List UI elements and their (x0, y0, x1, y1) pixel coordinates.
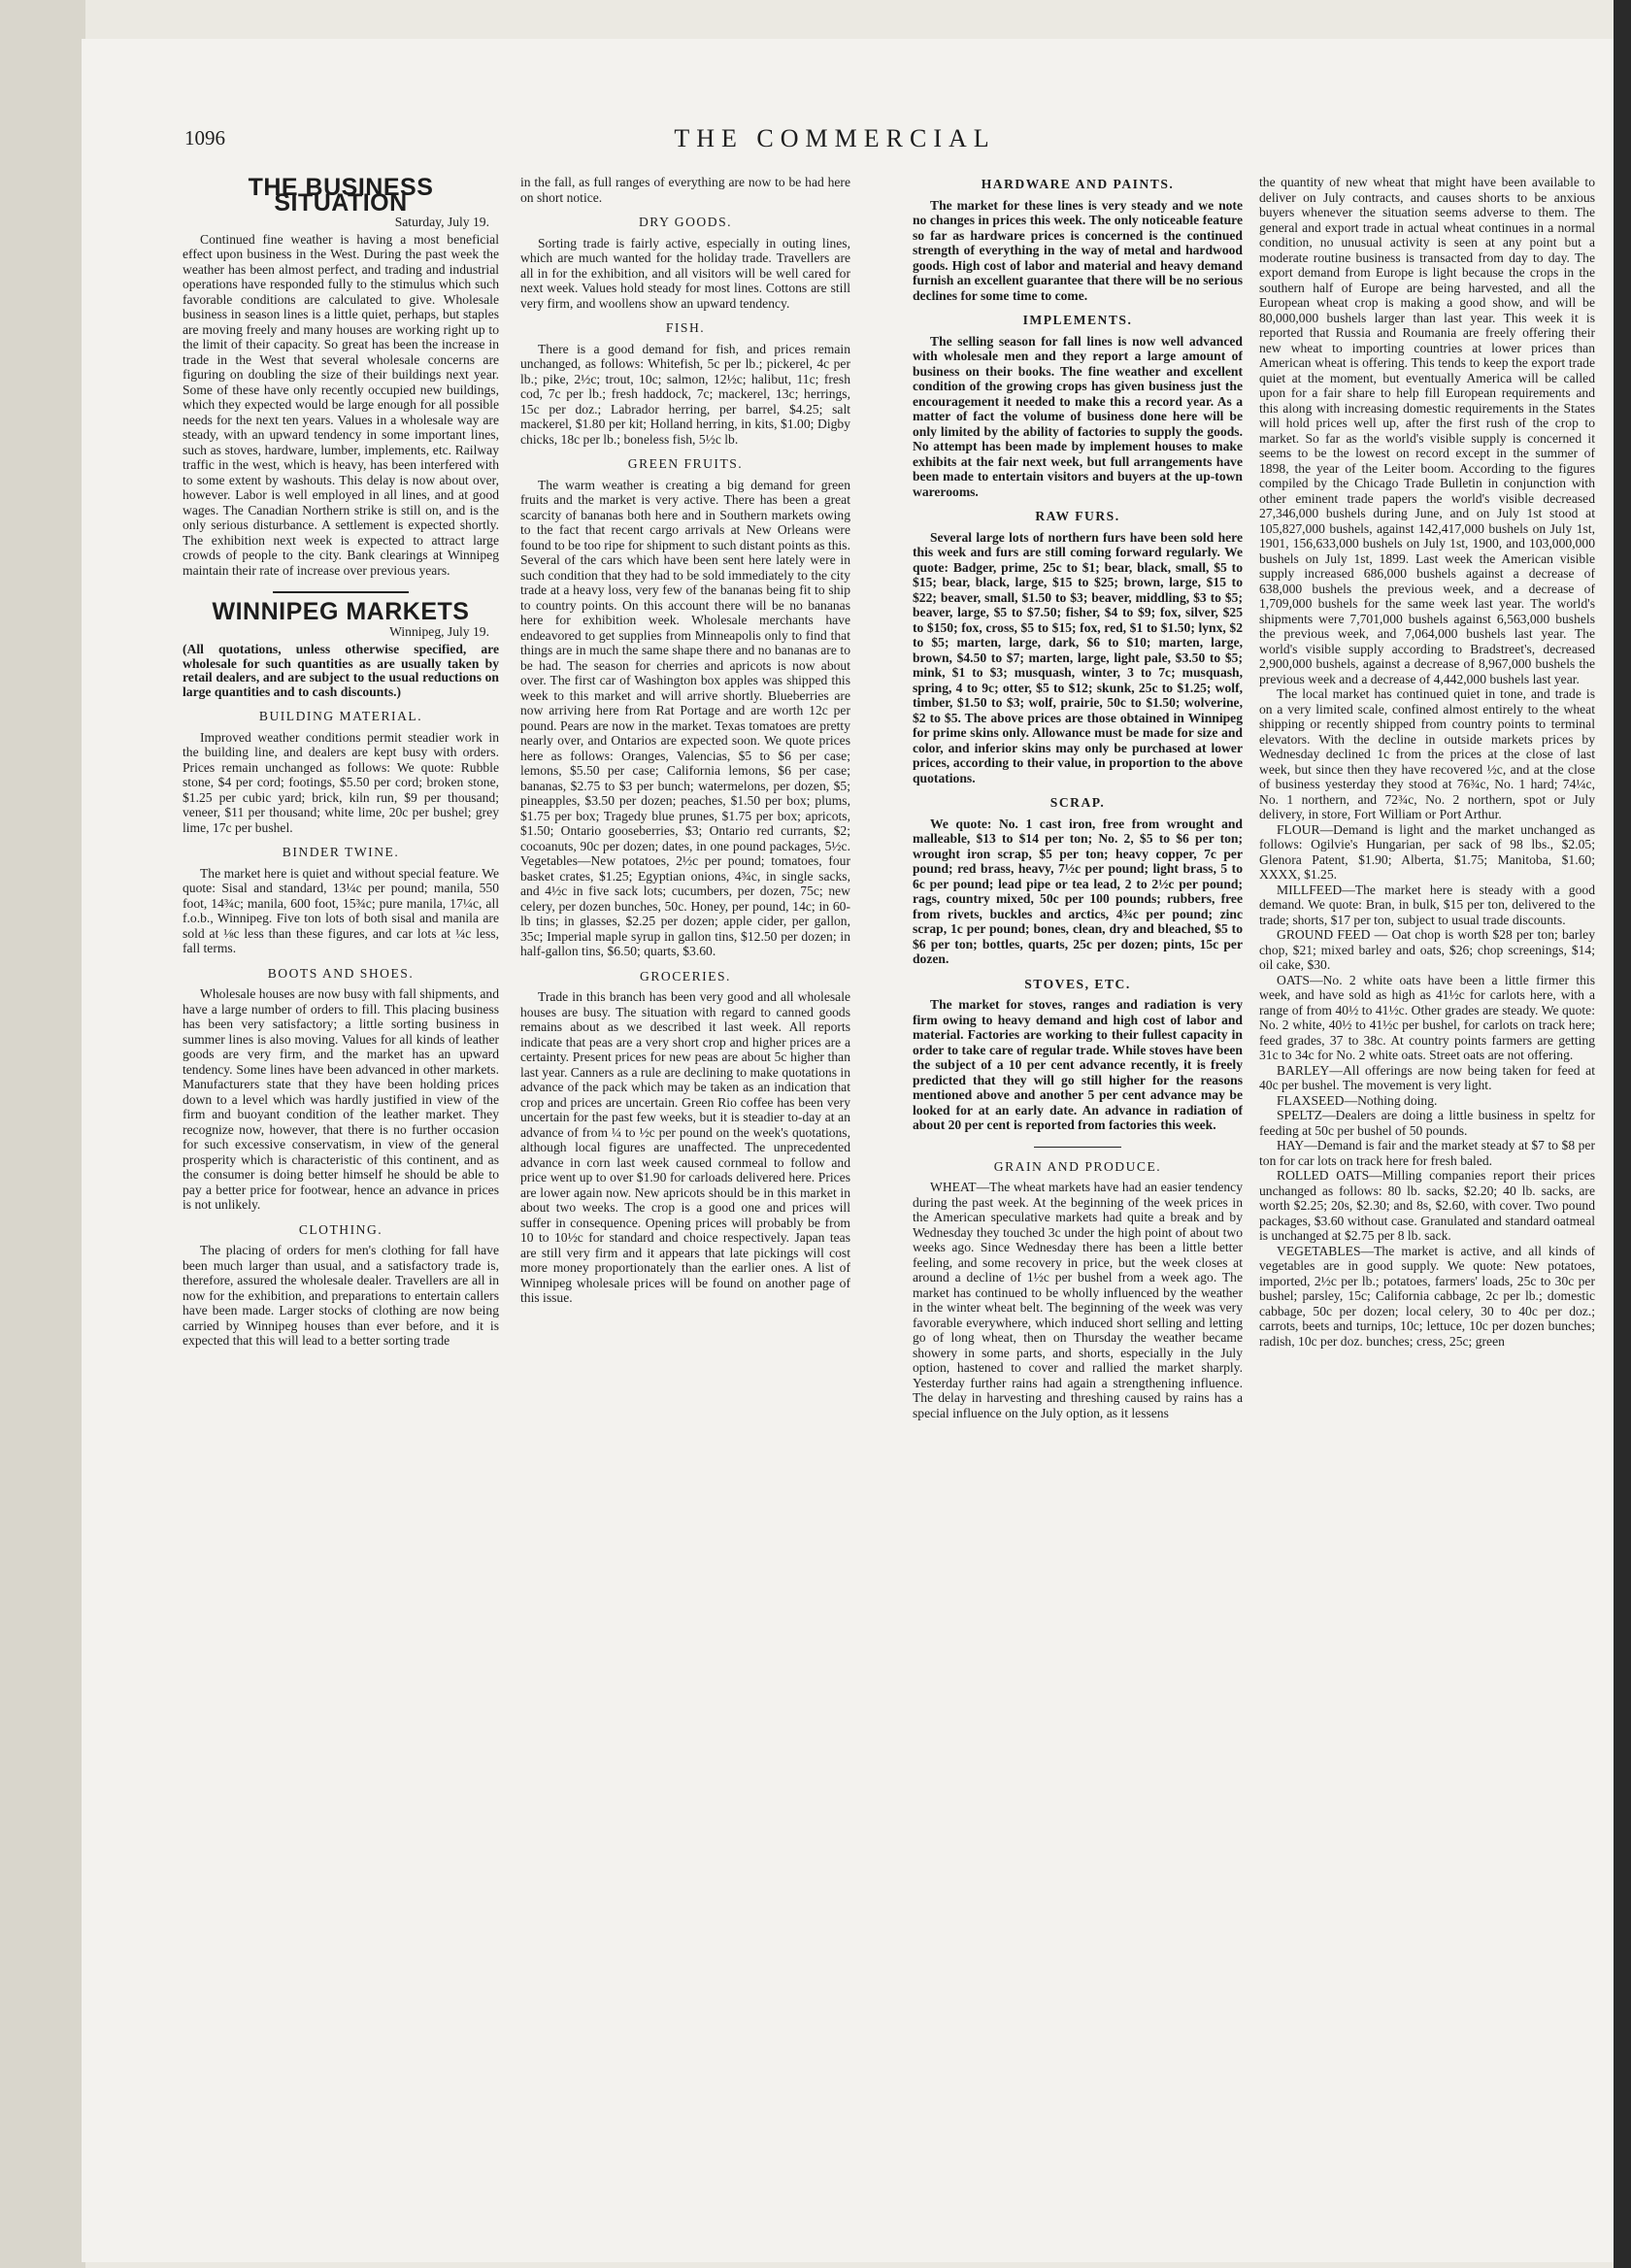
section-heading: RAW FURS. (1035, 509, 1120, 523)
column-3 (913, 175, 1243, 2262)
wheat-report: WHEAT—The wheat markets have had an easier tendency during the past week. At the beginning of the week prices in the American speculative markets had quite a break and by Wednesday they touched 3c under the high point of about two weeks ago. Since Wednesday there has been a little better feeling, and some recovery in price, but the week closes at around a decline of 1½c per bushel from a week ago. The market has continued to be wholly influenced by the weather in the winter wheat belt. The beginning of the week was very favorable everywhere, which induced short selling and letting go of long wheat, then on Thursday the weather became showery in some parts, and shorts, especially in the July option, hastened to cover and rallied the market sharply. Yesterday further rains had again a strengthening influence. The delay in harvesting and threshing caused by rains has a special influence on the July option, as it lessens (913, 1180, 1243, 1420)
page-left-margin (0, 0, 85, 2268)
business-situation-title: THE BUSINESS SITUATION (248, 175, 434, 217)
market-item: VEGETABLES—The market is active, and all kinds of vegetables are in good supply. We quote: New potatoes, imported, 2½c per lb.; potatoes, farmers' loads, 25c to 30c per bushel; parsley, 15c; California cabbage, 2c per lb.; domestic cabbage, 50c per dozen; local celery, 30 to 40c per doz.; carrots, beets and turnips, 10c; lettuce, 10c per dozen bunches; radish, 10c per doz. bunches; cress, 25c; green (1259, 1243, 1595, 1349)
section-body: We quote: No. 1 cast iron, free from wrought and malleable, $13 to $14 per ton; No. 2, $5 to $6 per ton; wrought iron scrap, $5 per ton; heavy copper, 7c per pound; red brass, heavy, 7½c per pound; light brass, 5 to 6c per pound; lead pipe or tea lead, 2 to 2½c per pound; rags, country mixed, 50c per 100 pounds; rubbers, free from rivets, buckles and arctics, 4¾c per pound; zinc scrap, 1c per pound; bones, clean, dry and bleached, $5 to $6 per ton; bottles, quarts, 25c per dozen; pints, 15c per dozen. (913, 816, 1243, 966)
section-body: Several large lots of northern furs have been sold here this week and furs are still coming forward regularly. We quote: Badger, prime, 25c to $1; bear, black, small, $5 to $15; bear, black, large, $15 to $25; brown, large, $15 to $22; beaver, small, $1.50 to $3; beaver, middling, $3 to $5; beaver, large, $5 to $7.50; fisher, $4 to $9; fox, silver, $25 to $150; fox, cross, $5 to $15; fox, red, $1 to $1.50; lynx, $2 to $5; marten, large, dark, $6 to $10; marten, large, brown, $4.50 to $7; marten, large, light pale, $3.50 to $5; mink, $1 to $3; musquash, winter, 3 to 7c; musquash, spring, 4 to 9c; otter, $5 to $12; skunk, 25c to $1.25; wolf, timber, $1.50 to $3; wolf, prairie, 50c to $1.50; wolverine, $2 to $5. The above prices are those obtained in Winnipeg for prime skins only. Allowance must be made for size and color, and inferior skins may only be purchased at lower prices, according to their value, in proportion to the above quotations. (913, 529, 1243, 785)
column-4 (1259, 175, 1595, 2262)
section-body: The market for stoves, ranges and radiation is very firm owing to heavy demand and high cost of labor and material. Factories are working to their fullest capacity in order to take care of regular trade. While stoves have been the subject of a 10 per cent advance recently, it is freely predicted that they will go still higher for the reasons mentioned above and another 5 per cent advance may be looked for at an early date. An advance in radiation of about 20 per cent is reported from factories this week. (913, 997, 1243, 1132)
grain-heading: GRAIN AND PRODUCE. (993, 1158, 1162, 1174)
section-heading: SCRAP. (1049, 795, 1106, 810)
section-body: Sorting trade is fairly active, especially in outing lines, which are much wanted for the holiday trade. Travellers are all in for the exhibition, and all visitors will be well cared for next week. Values hold steady for most lines. Cottons are still very firm, and woollens show an upward tendency. (520, 235, 850, 311)
continued-text: in the fall, as full ranges of everything are now to be had here on short notice. (520, 175, 850, 205)
market-item: MILLFEED—The market here is steady with a good demand. We quote: Bran, in bulk, $15 per ton, delivered to the trade; shorts, $17 per ton, subject to usual trade discounts. (1259, 882, 1595, 927)
section-body: There is a good demand for fish, and prices remain unchanged, as follows: Whitefish, 5c per lb.; pickerel, 4c per lb.; pike, 2½c; trout, 10c; salmon, 12½c; halibut, 11c; fresh cod, 7c per lb.; fresh haddock, 7c; mackerel, 13c; herrings, 15c per doz.; Labrador herring, per barrel, $4.25; salt mackerel, $1.80 per kit; Holland herring, in kits, $1.00; Digby chicks, 18c per lb.; boneless fish, 5½c lb. (520, 341, 850, 447)
section-heading: BOOTS AND SHOES. (267, 965, 415, 981)
publication-title: THE COMMERCIAL (674, 124, 996, 152)
section-body: Improved weather conditions permit steadier work in the building line, and dealers are kept busy with orders. Prices remain unchanged as follows: We quote: Rubble stone, $4 per cord; footings, $5.50 per cord; broken stone, $1.25 per cubic yard; brick, kiln run, $9 per thousand; veneer, $11 per thousand; white lime, 20c per bushel; grey lime, 17c per bushel. (183, 729, 499, 835)
local-market: The local market has continued quiet in tone, and trade is on a very limited scale, confined almost entirely to the wheat shipping or recently shipped from country points to terminal elevators. With the decline in outside markets prices by Wednesday declined 1c from the prices at the close of last week, but since then they have recovered ½c, and at the close of business yesterday they stood at 76¾c, No. 1 hard; 74¼c, No. 1 northern, and 72¾c, No. 2 northern, spot or July delivery, in store, Fort William or Port Arthur. (1259, 686, 1595, 821)
wheat-report-continued: the quantity of new wheat that might have been available to deliver on July contracts, and causes shorts to be anxious buyers whenever the situation seems adverse to them. The general and export trade in actual wheat continues in a normal condition, no unusual activity is seen at any point but a moderate routine business is transacted from day to day. The export demand from Europe is light because the crops in the southern half of Europe are being harvested, and all the European wheat crop is making a good show, and will be 80,000,000 bushels larger than last year. This week it is reported that Russia and Roumania are freely offering their new wheat to importing countries at lower prices than American wheat is offering. This tends to keep the export trade quiet at the moment, but eventually America will be called upon for a fair share to help fill European requirements and this along with increasing domestic requirements in the States will hold prices well up, after the first rush of the crop to market. So far as the world's visible supply is concerned it seems to be the lowest on record except in the summer of 1898, the year of the Leiter boom. According to the figures compiled by the Chicago Trade Bulletin in conjunction with other eminent trade papers the world's visible decreased 27,346,000 bushels during June, and on July 1st stood at 105,827,000 bushels, against 142,417,000 bushels on July 1st, 1901, 156,633,000 bushels on July 1st, 1900, and 103,000,000 bushels on July 1st, 1899. Last week the American visible supply increased 686,000 bushels against a decrease of 638,000 bushels the previous week, and a decrease of 1,709,000 bushels for the same week last year. The world's shipments were 7,701,000 bushels against 6,563,000 bushels the previous week, and 7,064,000 bushels last year. The world's visible supply according to Bradstreet's, decreased 2,900,000 bushels, against a decrease of 8,967,000 bushels the previous week and a decrease of 4,442,000 bushels last year. (1259, 175, 1595, 686)
section-heading: IMPLEMENTS. (1022, 313, 1133, 327)
business-situation-dateline: Saturday, July 19. (394, 215, 489, 229)
section-heading: BUILDING MATERIAL. (258, 709, 423, 723)
business-situation-body: Continued fine weather is having a most beneficial effect upon business in the West. During the past week the weather has been almost perfect, and trading and industrial operations have responded fully to the stimulus which such favorable conditions are calculated to give. Wholesale business in season lines is a little quiet, perhaps, but staples are moving freely and many houses are working right up to the limit of their capacity. So great has been the increase in trade in the West that several wholesale concerns are figuring on doubling the size of their buildings next year. Some of these have only recently occupied new buildings, which they expected would be large enough for all possible needs for the next ten years. Values in a wholesale way are steady, with an upward tendency in some important lines, such as stoves, hardware, lumber, implements, etc. Railway traffic in the west, which is heavy, has been interfered with to some extent by washouts. This delay is now about over, however. Labor is well employed in all lines, and at good wages. The Canadian Northern strike is still on, and is the only serious disturbance. A settlement is expected shortly. The exhibition next week is expected to attract large crowds of people to the city. Bank clearings at Winnipeg maintain their rate of increase over previous years. (183, 231, 499, 578)
section-divider (273, 591, 409, 593)
section-body: The placing of orders for men's clothing for fall have been much larger than usual, and a satisfactory trade is, therefore, assured the wholesale dealer. Travellers are all in now for the exhibition, and preparations to entertain callers have been made. Larger stocks of clothing are now being carried by Winnipeg houses than ever before, and it is expected that this will lead to a better sorting trade (183, 1243, 499, 1348)
quotations-note: (All quotations, unless otherwise specified, are wholesale for such quantities as are usually taken by retail dealers, and are subject to the usual reductions on large quantities and to cash discounts.) (183, 642, 499, 699)
column-1 (183, 175, 499, 2262)
page-number: 1096 (184, 126, 225, 150)
section-heading: DRY GOODS. (638, 215, 733, 229)
section-body: Trade in this branch has been very good and all wholesale houses are busy. The situation with regard to canned goods remains about as we described it last week. All reports indicate that peas are a very short crop and higher prices are a certainty. Present prices for new peas are about 5c higher than last year. Canners as a rule are declining to make quotations in advance of the pack which may be taken as an indication that crop and prices are uncertain. Green Rio coffee has been very uncertain for the past few weeks, but it is steadier to-day at an advance of from ¼ to ½c per pound on the week's quotations, although local figures are unaffected. The unprecedented advance in corn last week caused cornmeal to follow and price went up to over $1.90 for carloads delivered here. Prices are lower again now. New apricots should be in this market in about two weeks. The crop is a good one and prices will suffer in consequence. Opening prices will probably be from 10 to 10½c for standard and choice respectively. Japan teas are still very firm and it appears that late pickings will cost more money proportionately than the earlier ones. A list of Winnipeg wholesale prices will be found on another page of this issue. (520, 989, 850, 1305)
section-heading: GREEN FRUITS. (627, 456, 744, 471)
market-item: BARLEY—All offerings are now being taken for feed at 40c per bushel. The movement is very light. (1259, 1062, 1595, 1092)
section-body: The market for these lines is very steady and we note no changes in prices this week. The only noticeable feature so far as hardware prices is concerned is the continued strength of everything in the way of metal and hardwood goods. High cost of labor and material and heavy demand furnish an excellent guarantee that there will be no serious declines for some time to come. (913, 197, 1243, 303)
market-item: SPELTZ—Dealers are doing a little business in speltz for feeding at 50c per bushel of 50 pounds. (1259, 1108, 1595, 1138)
section-body: Wholesale houses are now busy with fall shipments, and have a large number of orders to fill. This placing business has been very satisfactory; a little sorting business in summer lines is also moving. Values for all kinds of leather goods are very firm, and the market has an upward tendency. Some lines have been advanced in other markets. Manufacturers state that they have been holding prices down to a level which was hardly justified in view of the firm and buoyant condition of the leather market. They recognize now, however, that there is no further occasion for such excessive conservatism, in view of the general prosperity which is characteristic of this continent, and as the consumer is doing better himself he should be able to pay a better price for footwear, hence an advance in prices is not unlikely. (183, 986, 499, 1212)
section-heading: HARDWARE AND PAINTS. (981, 177, 1175, 191)
page-right-edge (1614, 0, 1631, 2268)
section-divider (1034, 1147, 1121, 1148)
section-heading: CLOTHING. (298, 1221, 383, 1237)
market-item: FLAXSEED—Nothing doing. (1277, 1092, 1438, 1108)
winnipeg-markets-title: WINNIPEG MARKETS (212, 598, 470, 625)
market-item: GROUND FEED — Oat chop is worth $28 per ton; barley chop, $21; mixed barley and oats, $26; chop screenings, $14; oil cake, $30. (1259, 927, 1595, 972)
section-heading: FISH. (665, 320, 706, 335)
column-2 (520, 175, 850, 2262)
winnipeg-markets-dateline: Winnipeg, July 19. (389, 623, 489, 639)
section-heading: GROCERIES. (640, 968, 731, 984)
section-heading: BINDER TWINE. (282, 845, 400, 859)
section-body: The warm weather is creating a big demand for green fruits and the market is very active. There has been a great scarcity of bananas both here and in Southern markets owing to the fact that recent cargo arrivals at New Orleans were found to be too ripe for shipment to such distant points as this. Several of the cars which have been sent here lately were in such condition that they had to be sold immediately to the city trade at a heavy loss, very few of the bananas being fit to ship to country points. On this account there will be no bananas here for exhibition week. Wholesale merchants have endeavored to get supplies from Minneapolis only to find that things are in much the same shape there and no bananas are to be had. The season for cherries and apricots is now about over. The first car of Washington box apples was shipped this week to this market and will arrive shortly. Blueberries are now arriving here from Rat Portage and are worth 12c per pound. Pears are now in the market. Texas tomatoes are pretty nearly over, and Ontarios are expected soon. We quote prices here as follows: Oranges, Valencias, $5 to $6 per case; lemons, $5.50 per case; California lemons, $6 per case; bananas, $2.75 to $3 per bunch; watermelons, per dozen, $5; pineapples, $3.50 per dozen; peaches, $1.50 per box; plums, $1.75 per box; Tragedy blue prunes, $1.75 per box; apricots, $1.50; Ontario gooseberries, $3; Ontario red currants, $2; cocoanuts, 90c per dozen; dates, in one pound packages, 5½c. Vegetables—New potatoes, 2½c per pound; tomatoes, four basket crates, $1.25; Egyptian onions, 4¾c, in single sacks, and 4½c in five sack lots; cucumbers, per dozen, 75c; new celery, per dozen bunches, 50c. Honey, per pound, 14c; in 60-lb tins; in glasses, $2.25 per dozen; apple cider, per gallon, 35c; Imperial maple syrup in gallon tins, $12.50 per dozen; in half-gallon tins, $6.50; quarts, $3.60. (520, 477, 850, 958)
market-item: ROLLED OATS—Milling companies report their prices unchanged as follows: 80 lb. sacks, $2.20; 40 lb. sacks, are worth $2.25; 20s, $2.30; and 8s, $2.60, with cover. Two pound packages, $3.60 without case. Granulated and standard oatmeal is unchanged at $2.75 per 8 lb. sack. (1259, 1168, 1595, 1243)
section-body: The market here is quiet and without special feature. We quote: Sisal and standard, 13¼c per pound; manila, 550 foot, 14¾c; manila, 600 foot, 15¾c; pure manila, 17¼c, all f.o.b., Winnipeg. Five ton lots of both sisal and manila are sold at ⅛c less than these figures, and car lots at ¼c less, fall terms. (183, 865, 499, 955)
section-heading: STOVES, ETC. (1024, 976, 1131, 991)
section-body: The selling season for fall lines is now well advanced with wholesale men and they report a large amount of business on their books. The fine weather and excellent condition of the growing crops has given business just the encouragement it needed to make this a record year. As a matter of fact the volume of business done here will be only limited by the ability of factories to supply the goods. No attempt has been made by implement houses to make exhibits at the fair next week, but full arrangements have been made to entertain visitors and buyers at the up-town warerooms. (913, 333, 1243, 499)
market-item: OATS—No. 2 white oats have been a little firmer this week, and have sold as high as 41½c for carlots here, with a range of from 40½ to 41½c. Other grades are steady. We quote: No. 2 white, 40½ to 41½c per bushel, for carlots on track here; feed grades, 37 to 38c. At country points farmers are getting 31c to 34c for No. 2 white oats. Street oats are not offering. (1259, 972, 1595, 1062)
market-item: FLOUR—Demand is light and the market unchanged as follows: Ogilvie's Hungarian, per sack of 98 lbs., $2.05; Glenora Patent, $1.90; Alberta, $1.75; Manitoba, $1.60; XXXX, $1.25. (1259, 821, 1595, 882)
page-header (184, 126, 1485, 165)
market-item: HAY—Demand is fair and the market steady at $7 to $8 per ton for car lots on track here for fresh baled. (1259, 1138, 1595, 1168)
